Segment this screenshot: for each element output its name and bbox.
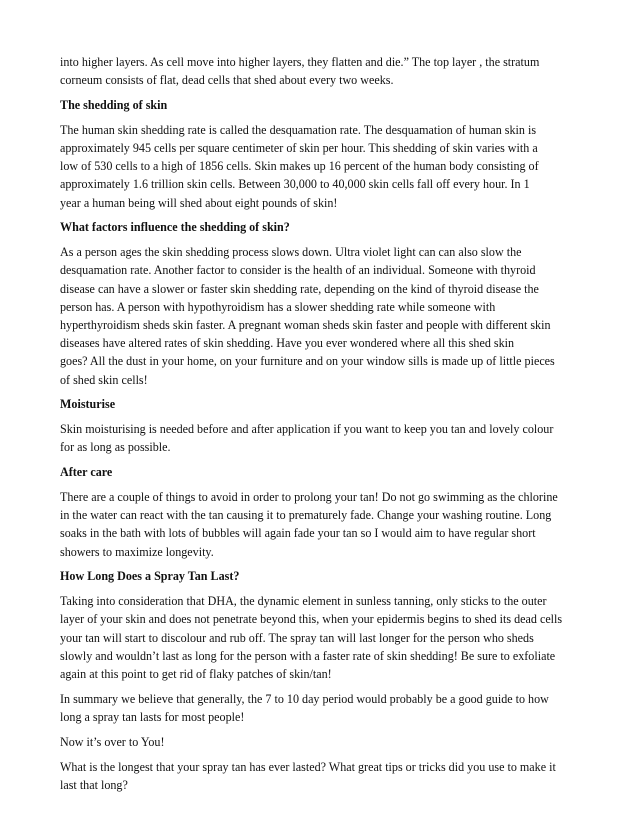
document-page	[60, 53, 582, 801]
over-to-you-paragraph: Now it’s over to You!	[60, 734, 165, 749]
moisturise-paragraph: Skin moisturising is needed before and after application if you want to keep you tan and lovely colour for as long as possible.	[60, 422, 554, 455]
question-paragraph: What is the longest that your spray tan has ever lasted? What great tips or tricks did you use to make it last that long?	[60, 759, 556, 792]
heading-after-care: After care	[60, 465, 113, 480]
after-care-paragraph: There are a couple of things to avoid in order to prolong your tan! Do not go swimming as the chlorine in the water can react with the tan causing it to prematurely fade. Change your washing routine. Long soaks in the bath with lots of bubbles will again fade your tan so I would aim to have regular short showers to maximize longevity.	[60, 490, 558, 559]
heading-shedding-of-skin: The shedding of skin	[60, 98, 168, 112]
heading-moisturise: Moisturise	[60, 397, 116, 412]
how-long-paragraph: Taking into consideration that DHA, the dynamic element in sunless tanning, only sticks to the outer layer of your skin and does not penetrate beyond this, when your epidermis begins to shed its dead cells your tan will start to discolour and rub off. The spray tan will last longer for the person who sheds slowly and wouldn’t last as long for the person with a faster rate of skin shedding! Be sure to exfoliate again at this point to get rid of flaky patches of skin/tan!	[60, 594, 563, 682]
intro-paragraph: into higher layers. As cell move into higher layers, they flatten and die.” The top layer , the stratum corneum consists of flat, dead cells that shed about every two weeks.	[60, 55, 540, 88]
summary-paragraph: In summary we believe that generally, the 7 to 10 day period would probably be a good guide to how long a spray tan lasts for most people!	[60, 691, 549, 725]
heading-how-long: How Long Does a Spray Tan Last?	[60, 569, 240, 584]
factors-paragraph: As a person ages the skin shedding process slows down. Ultra violet light can can also slow the desquamation rate. Another factor to consider is the health of an individual. Someone with thyroid disease can have a slower or faster skin shedding rate, depending on the kind of thyroid disease the person has. A person with hypothyroidism has a slower shedding rate while someone with hyperthyroidism sheds skin faster. A pregnant woman sheds skin faster and people with different skin diseases have altered rates of skin shedding. Have you ever wondered where all this shed skin goes? All the dust in your home, on your furniture and on your window sills is made up of little pieces of shed skin cells!	[60, 245, 555, 387]
heading-factors: What factors influence the shedding of skin?	[60, 220, 290, 235]
shedding-paragraph: The human skin shedding rate is called the desquamation rate. The desquamation of human skin is approximately 945 cells per square centimeter of skin per hour. This shedding of skin varies with a low of 530 cells to a high of 1856 cells. Skin makes up 16 percent of the human body consisting of approximately 1.6 trillion skin cells. Between 30,000 to 40,000 skin cells fall off every hour. In 1 year a human being will shed about eight pounds of skin!	[60, 122, 539, 210]
